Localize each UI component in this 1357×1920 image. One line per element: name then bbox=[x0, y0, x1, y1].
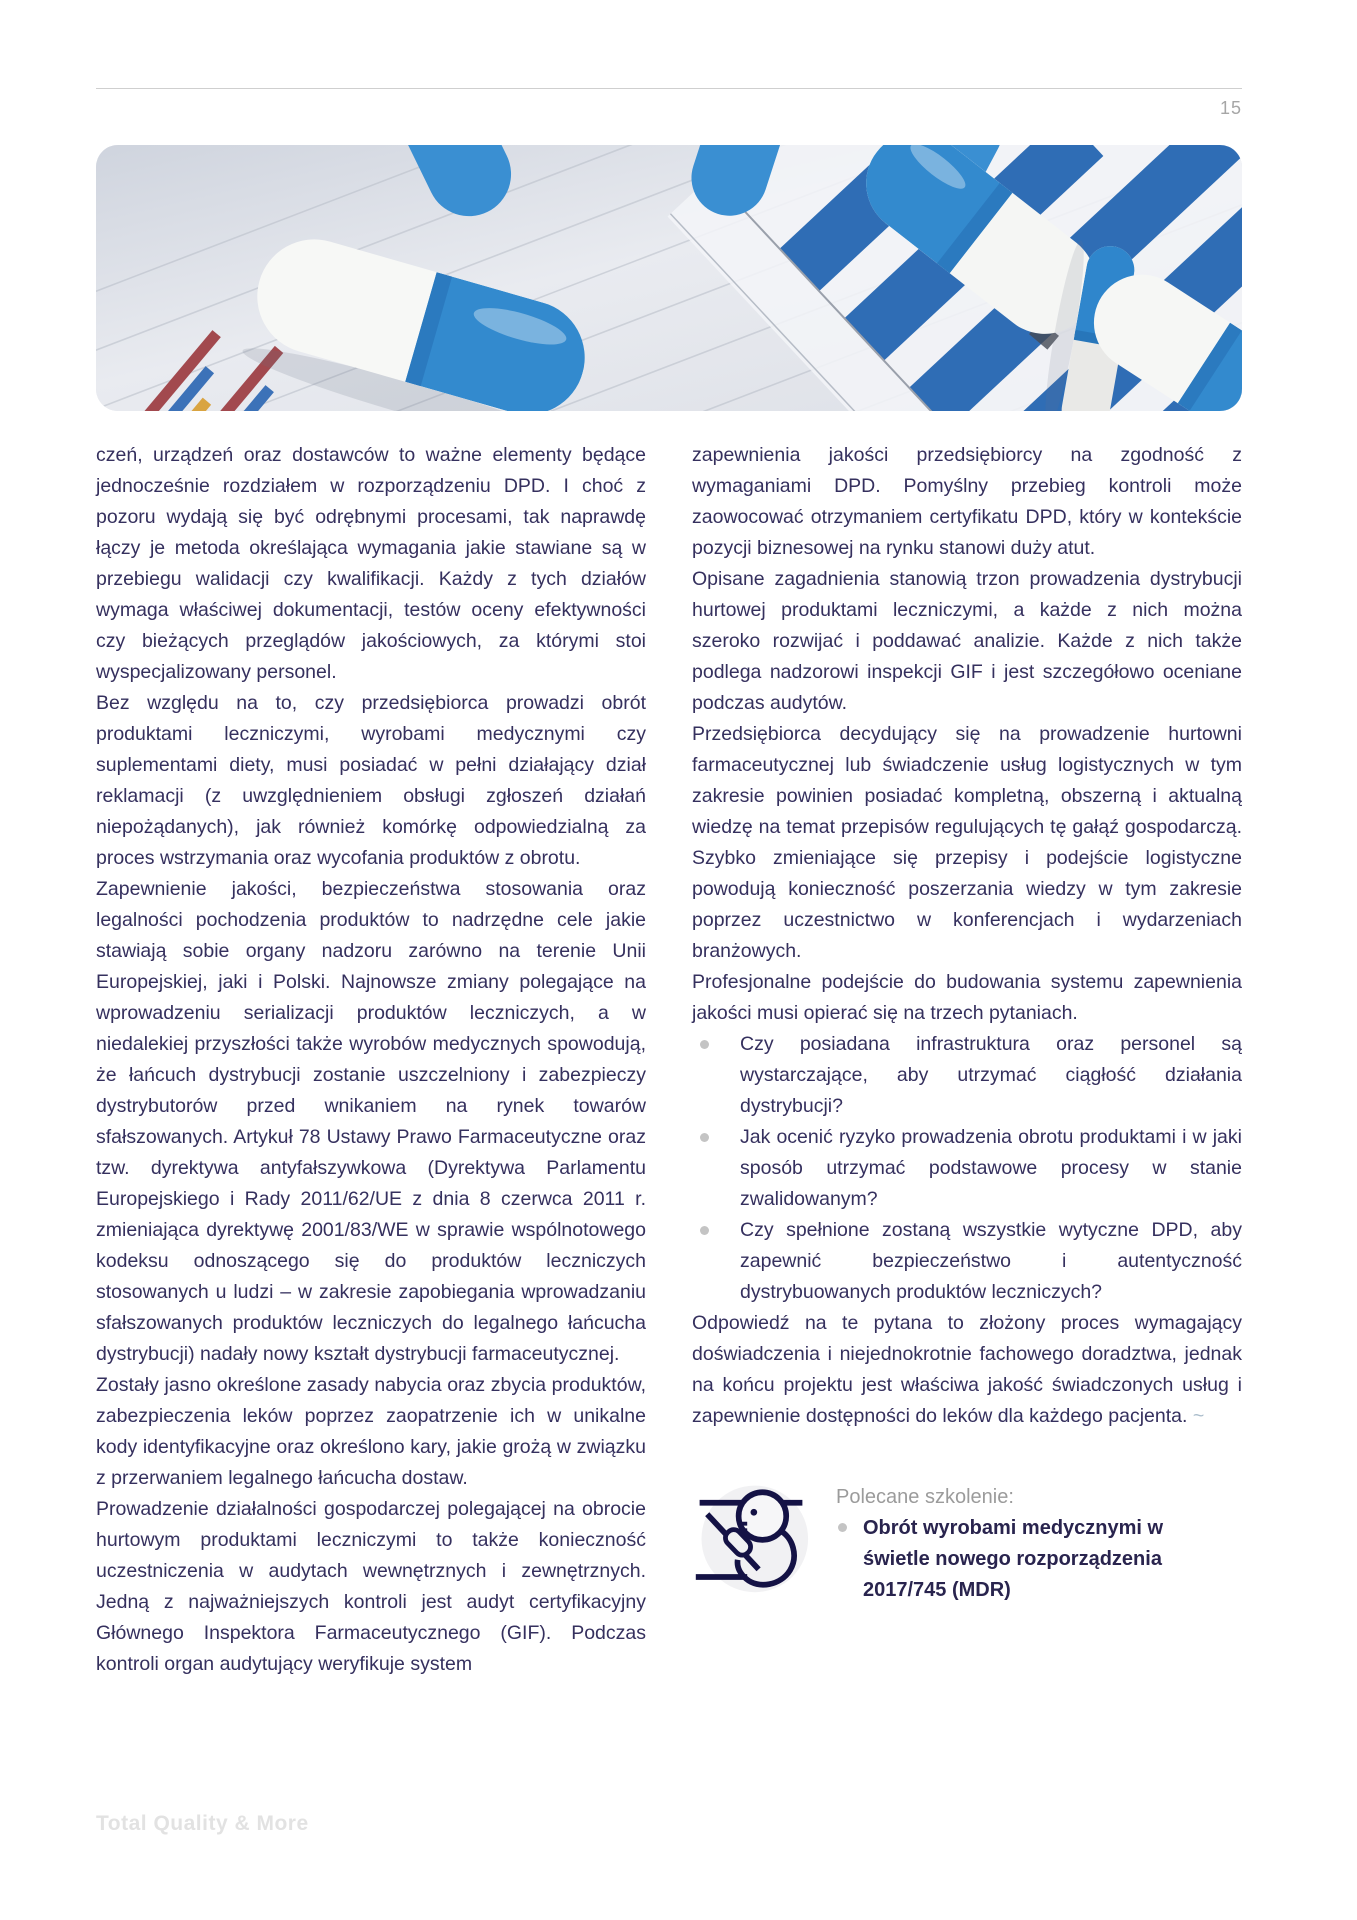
recommended-training-box bbox=[692, 1478, 1242, 1606]
top-rule bbox=[96, 88, 1242, 89]
bullet-dot bbox=[838, 1523, 847, 1532]
paragraph: Prowadzenie działalności gospodarczej polegającej na obrocie hurtowym produktami leczniczymi to także konieczność uczestniczenia w audytach wewnętrznych i zewnętrznych. Jedną z najważniejszych kontroli jest audyt certyfikacyjny Głównego Inspektora Farmaceutycznego (GIF). Podczas kontroli organ audytujący weryfikuje system bbox=[96, 1498, 646, 1675]
lecturer-icon bbox=[692, 1478, 810, 1596]
training-item bbox=[836, 1513, 1208, 1606]
magazine-page bbox=[96, 0, 1242, 1920]
list-item: Jak ocenić ryzyko prowadzenia obrotu produktami i w jaki sposób utrzymać podstawowe procesy w stanie zwalidowanym? bbox=[740, 1122, 1242, 1215]
left-column bbox=[96, 440, 646, 1680]
article-end-mark: ~ bbox=[1192, 1405, 1205, 1427]
question-list bbox=[692, 1029, 1242, 1308]
footer-brand: Total Quality & More bbox=[96, 1812, 309, 1835]
training-course-title: Obrót wyrobami medycznymi w świetle nowego rozporządzenia 2017/745 (MDR) bbox=[863, 1517, 1164, 1601]
paragraph: Zostały jasno określone zasady nabycia oraz zbycia produktów, zabezpieczenia leków poprzez zaopatrzenie ich w unikalne kody identyfikacyjne oraz określono kary, jakie grożą w związku z przerwaniem legalnego łańcucha dostaw. bbox=[96, 1374, 646, 1489]
paragraph: Bez względu na to, czy przedsiębiorca prowadzi obrót produktami leczniczymi, wyrobami medycznymi czy suplementami diety, musi posiadać w pełni działający dział reklamacji (z uwzględnieniem obsługi zgłoszeń działań niepożądanych), jak również komórkę odpowiedzialną za proces wstrzymania oraz wycofania produktów z obrotu. bbox=[96, 692, 646, 869]
closing-paragraph bbox=[692, 1308, 1242, 1432]
page-number: 15 bbox=[1219, 98, 1242, 118]
paragraph: zapewnienia jakości przedsiębiorcy na zgodność z wymaganiami DPD. Pomyślny przebieg kontroli może zaowocować otrzymaniem certyfikatu DPD, który w kontekście pozycji biznesowej na rynku stanowi duży atut. bbox=[692, 444, 1242, 559]
closing-text: Odpowiedź na te pytana to złożony proces wymagający doświadczenia i niejednokrotnie fachowego doradztwa, jednak na końcu projektu jest właściwa jakość świadczonych usług i zapewnienie dostępności do leków dla każdego pacjenta. bbox=[692, 1312, 1242, 1427]
training-label: Polecane szkolenie: bbox=[836, 1486, 1014, 1508]
list-item: Czy spełnione zostaną wszystkie wytyczne DPD, aby zapewnić bezpieczeństwo i autentyczność dystrybuowanych produktów leczniczych? bbox=[740, 1215, 1242, 1308]
paragraph: Opisane zagadnienia stanowią trzon prowadzenia dystrybucji hurtowej produktami leczniczymi, a każde z nich można szeroko rozwijać i poddawać analizie. Każde z nich także podlega nadzorowi inspekcji GIF i jest szczegółowo oceniane podczas audytów. bbox=[692, 568, 1242, 714]
article-body bbox=[96, 440, 1242, 1680]
paragraph: Zapewnienie jakości, bezpieczeństwa stosowania oraz legalności pochodzenia produktów to nadrzędne cele jakie stawiają sobie organy nadzoru zarówno na terenie Unii Europejskiej, jaki i Polski. Najnowsze zmiany polegające na wprowadzeniu serializacji produktów leczniczych, a w niedalekiej przyszłości także wyrobów medycznych spowodują, że łańcuch dystrybucji zostanie uszczelniony i zabezpieczy dystrybutorów przed wnikaniem na rynek towarów sfałszowanych. Artykuł 78 Ustawy Prawo Farmaceutyczne oraz tzw. dyrektywa antyfałszywkowa (Dyrektywa Parlamentu Europejskiego i Rady 2011/62/UE z dnia 8 czerwca 2011 r. zmieniająca dyrektywę 2001/83/WE w sprawie wspólnotowego kodeksu odnoszącego się do produktów leczniczych stosowanych u ludzi – w zakresie zapobiegania wprowadzaniu sfałszowanych produktów leczniczych do legalnego łańcucha dystrybucji) nadały nowy kształt dystrybucji farmaceutycznej. bbox=[96, 878, 646, 1365]
paragraph: czeń, urządzeń oraz dostawców to ważne elementy będące jednocześnie rozdziałem w rozporządzeniu DPD. I choć z pozoru wydają się być odrębnymi procesami, tak naprawdę łączy je metoda określająca wymagania jakie stawiane są w przebiegu walidacji czy kwalifikacji. Każdy z tych działów wymaga właściwej dokumentacji, testów oceny efektywności czy bieżących przeglądów jakościowych, za którymi stoi wyspecjalizowany personel. bbox=[96, 444, 646, 683]
paragraph: Przedsiębiorca decydujący się na prowadzenie hurtowni farmaceutycznej lub świadczenie usług logistycznych w tym zakresie powinien posiadać kompletną, obszerną i aktualną wiedzę na temat przepisów regulujących tę gałąź gospodarczą. Szybko zmieniające się przepisy i podejście logistyczne powodują konieczność poszerzania wiedzy w tym zakresie poprzez uczestnictwo w konferencjach i wydarzeniach branżowych. bbox=[692, 723, 1242, 962]
paragraph: Profesjonalne podejście do budowania systemu zapewnienia jakości musi opierać się na trzech pytaniach. bbox=[692, 971, 1242, 1024]
capsules-photo-illustration bbox=[96, 145, 1242, 411]
list-item: Czy posiadana infrastruktura oraz personel są wystarczające, aby utrzymać ciągłość działania dystrybucji? bbox=[740, 1029, 1242, 1122]
right-column bbox=[692, 440, 1242, 1680]
hero-image-capsules-on-charts bbox=[96, 145, 1242, 411]
training-text bbox=[836, 1478, 1208, 1606]
